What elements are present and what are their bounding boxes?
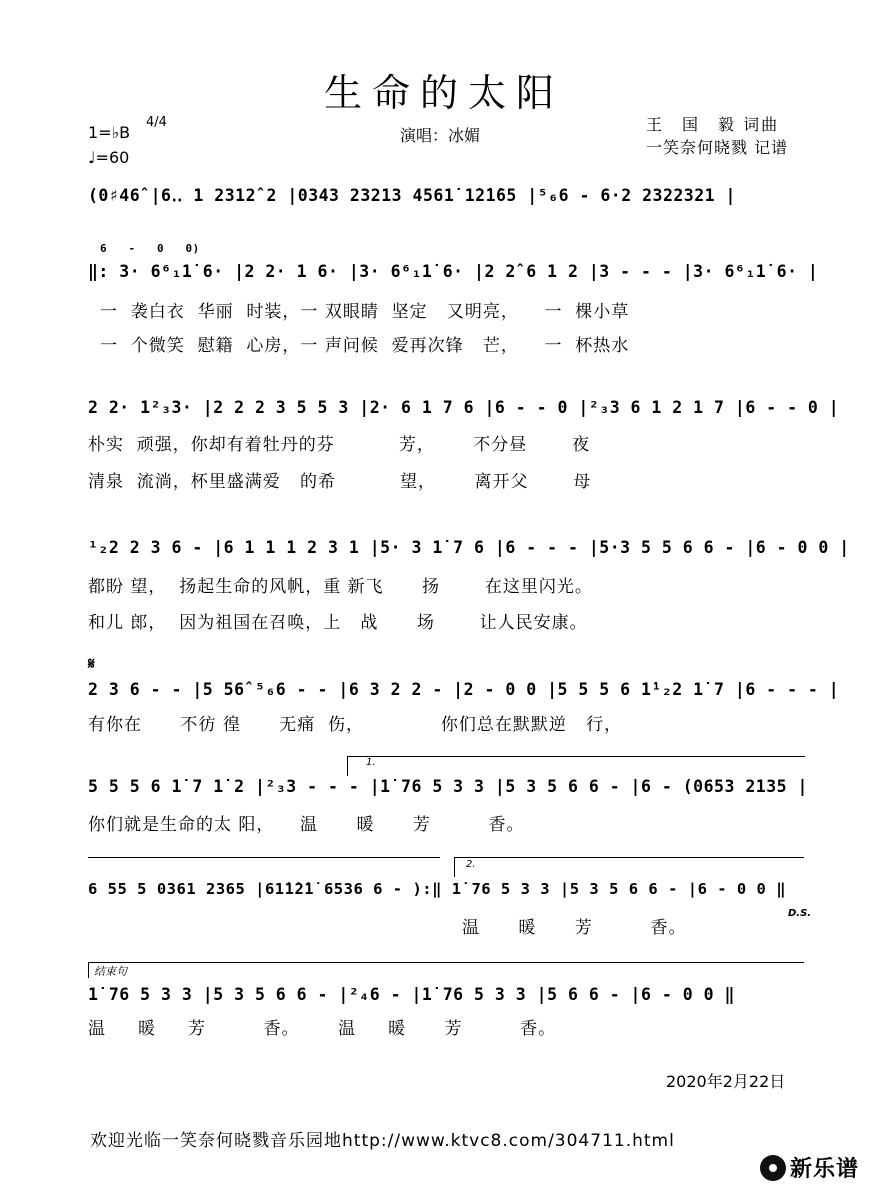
time-signature: 4/4	[146, 115, 167, 130]
score-row-1: (0♯46̂ |6‥ 1 2312̂ 2 |0343 23213 4561̇ 1̇2̇1̇65 |⁵₆6 - 6·2 2322321 |	[88, 186, 736, 205]
transcription-date: 2020年2月22日	[666, 1072, 786, 1091]
ending-bracket	[88, 962, 804, 963]
volta-1-bracket	[347, 756, 805, 757]
ending-label: 结束句	[94, 965, 127, 978]
segno-sign: 𝄋	[88, 654, 95, 673]
lyrics-row-3-verse-2: 清泉 流淌，杯里盛满爱 的希 望， 离开父 母	[88, 472, 592, 492]
score-row-5: 2 3 6 - - |5 56̂ ⁵₆6 - - |6 3 2 2 - |2 - 0 0 |5 5 5 6 1̇¹₂2 1̇ 7 |6 - - - |	[88, 680, 840, 699]
lyrics-row-4-verse-1: 都盼 望， 扬起生命的风帆，重 新飞 扬 在这里闪光。	[88, 577, 593, 597]
lyrics-row-4-verse-2: 和儿 郎， 因为祖国在召唤，上 战 场 让人民安康。	[88, 613, 588, 633]
score-row-7: 6 55 5 0361 2365 |61̇1̇2̇1̇ 6536 6 - ):‖ 1̇ 76 5 3 3 |5 3 5 6 6 - |6 - 0 0 ‖	[88, 880, 787, 898]
lyrics-row-6: 你们就是生命的太 阳， 温 暖 芳 香。	[88, 815, 525, 835]
volta-2-label: 2.	[466, 859, 476, 870]
lyrics-row-2-verse-2: 一 个微笑 慰籍 心房，一 声问候 爱再次锋 芒， 一 杯热水	[100, 336, 630, 356]
lyrics-row-2-verse-1: 一 袭白衣 华丽 时装，一 双眼睛 坚定 又明亮， 一 棵小草	[100, 302, 630, 322]
score-row-2-upper: 6 - 0 0)	[100, 242, 200, 255]
lyrics-row-3-verse-1: 朴实 顽强，你却有着牡丹的芬 芳， 不分昼 夜	[88, 435, 591, 455]
transcriber-credit: 一笑奈何晓戮 记谱	[646, 138, 789, 157]
score-row-6: 5 5 5 6 1̇ 7 1̇ 2 |²₃3 - - - |1̇ 76 5 3 3 |5 3 5 6 6 - |6 - (0653 2135 |	[88, 777, 808, 796]
ending-bracket-left	[88, 962, 89, 978]
lyrics-row-8: 温 暖 芳 香。 温 暖 芳 香。	[88, 1019, 557, 1039]
score-row-2: ‖: 3· 6⁶₁1̇ 6· |2 2· 1 6· |3· 6⁶₁1̇ 6· |2 2̂ 6 1 2 |3 - - - |3· 6⁶₁1̇ 6· |	[88, 262, 819, 281]
logo-text: 新乐谱	[790, 1157, 860, 1182]
score-row-4: ¹₂2 2 3 6 - |6 1 1 1 2 3 1 |5· 3 1̇ 7 6 |6 - - - |5·3 5 5 6 6 - |6 - 0 0 |	[88, 538, 850, 557]
score-row-3: 2 2· 1²₃3· |2 2 2 3 5 5 3 |2· 6 1 7 6 |6 - - 0 |²₃3 6 1 2 1 7 |6 - - 0 |	[88, 398, 840, 417]
lyrics-row-7: 温 暖 芳 香。	[462, 918, 687, 938]
lyricist-composer-credit: 王 国 毅 词曲	[646, 115, 780, 134]
tempo-marking: ♩=60	[88, 148, 130, 167]
lyrics-row-5: 有你在 不彷 徨 无痛 伤， 你们总在默默逆 行，	[88, 715, 623, 735]
dal-segno-mark: D.S.	[788, 908, 812, 919]
key-signature: 1=♭B	[88, 123, 131, 142]
record-disc-icon	[760, 1155, 786, 1181]
volta-2-bracket	[454, 857, 804, 858]
site-logo	[760, 1152, 859, 1183]
performer-credit: 演唱：冰媚	[400, 126, 481, 145]
volta-1-label: 1.	[366, 757, 376, 768]
score-row-8: 1̇ 76 5 3 3 |5 3 5 6 6 - |²₄6 - |1̇ 76 5 3 3 |5 6 6 - |6 - 0 0 ‖	[88, 985, 735, 1004]
song-title: 生命的太阳	[323, 71, 564, 115]
volta-2-bracket-left	[454, 857, 455, 877]
footer-link[interactable]: 欢迎光临一笑奈何晓戮音乐园地http://www.ktvc8.com/304711.html	[90, 1131, 675, 1151]
volta-1-continuation	[88, 857, 440, 858]
volta-1-bracket-left	[347, 756, 348, 776]
